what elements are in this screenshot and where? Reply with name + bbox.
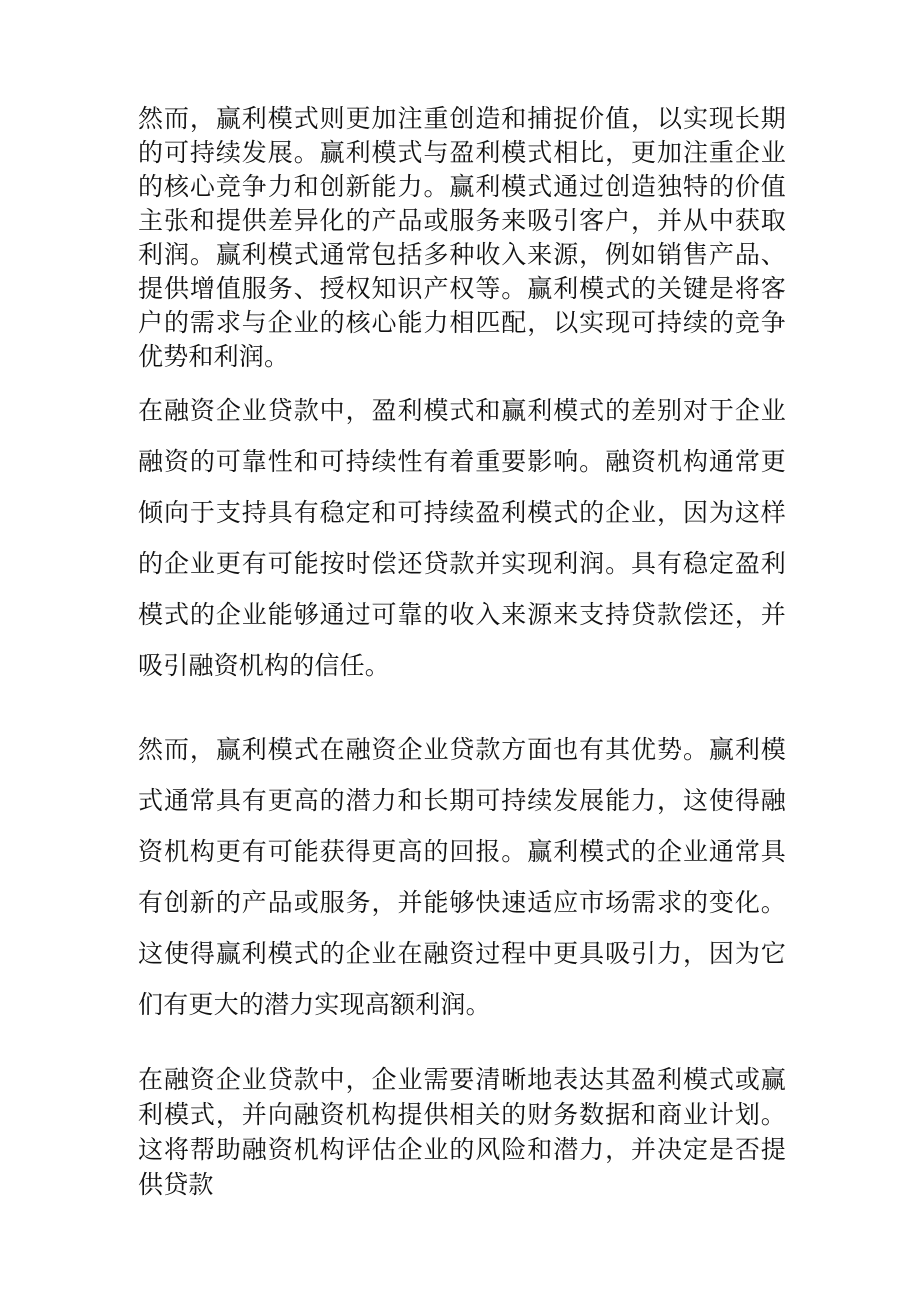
paragraph-profit-model-value: 然而，赢利模式则更加注重创造和捕捉价值，以实现长期的可持续发展。赢利模式与盈利模式相比，更加注重企业的核心竞争力和创新能力。赢利模式通过创造独特的价值主张和提供差异化的产品或服务来吸引客户，并从中获取利润。赢利模式通常包括多种收入来源，例如销售产品、提供增值服务、授权知识产权等。赢利模式的关键是将客户的需求与企业的核心能力相匹配，以实现可持续的竞争优势和利润。 (138, 104, 786, 371)
paragraph-profit-model-advantage: 然而，赢利模式在融资企业贷款方面也有其优势。赢利模式通常具有更高的潜力和长期可持续发展能力，这使得融资机构更有可能获得更高的回报。赢利模式的企业通常具有创新的产品或服务，并能够快速适应市场需求的变化。这使得赢利模式的企业在融资过程中更具吸引力，因为它们有更大的潜力实现高额利润。 (138, 735, 786, 1019)
paragraph-loan-model-difference: 在融资企业贷款中，盈利模式和赢利模式的差别对于企业融资的可靠性和可持续性有着重要影响。融资机构通常更倾向于支持具有稳定和可持续盈利模式的企业，因为这样的企业更有可能按时偿还贷款并实现利润。具有稳定盈利模式的企业能够通过可靠的收入来源来支持贷款偿还，并吸引融资机构的信任。 (138, 396, 786, 680)
paragraph-business-plan: 在融资企业贷款中，企业需要清晰地表达其盈利模式或赢利模式，并向融资机构提供相关的财务数据和商业计划。这将帮助融资机构评估企业的风险和潜力，并决定是否提供贷款 (138, 1065, 786, 1199)
